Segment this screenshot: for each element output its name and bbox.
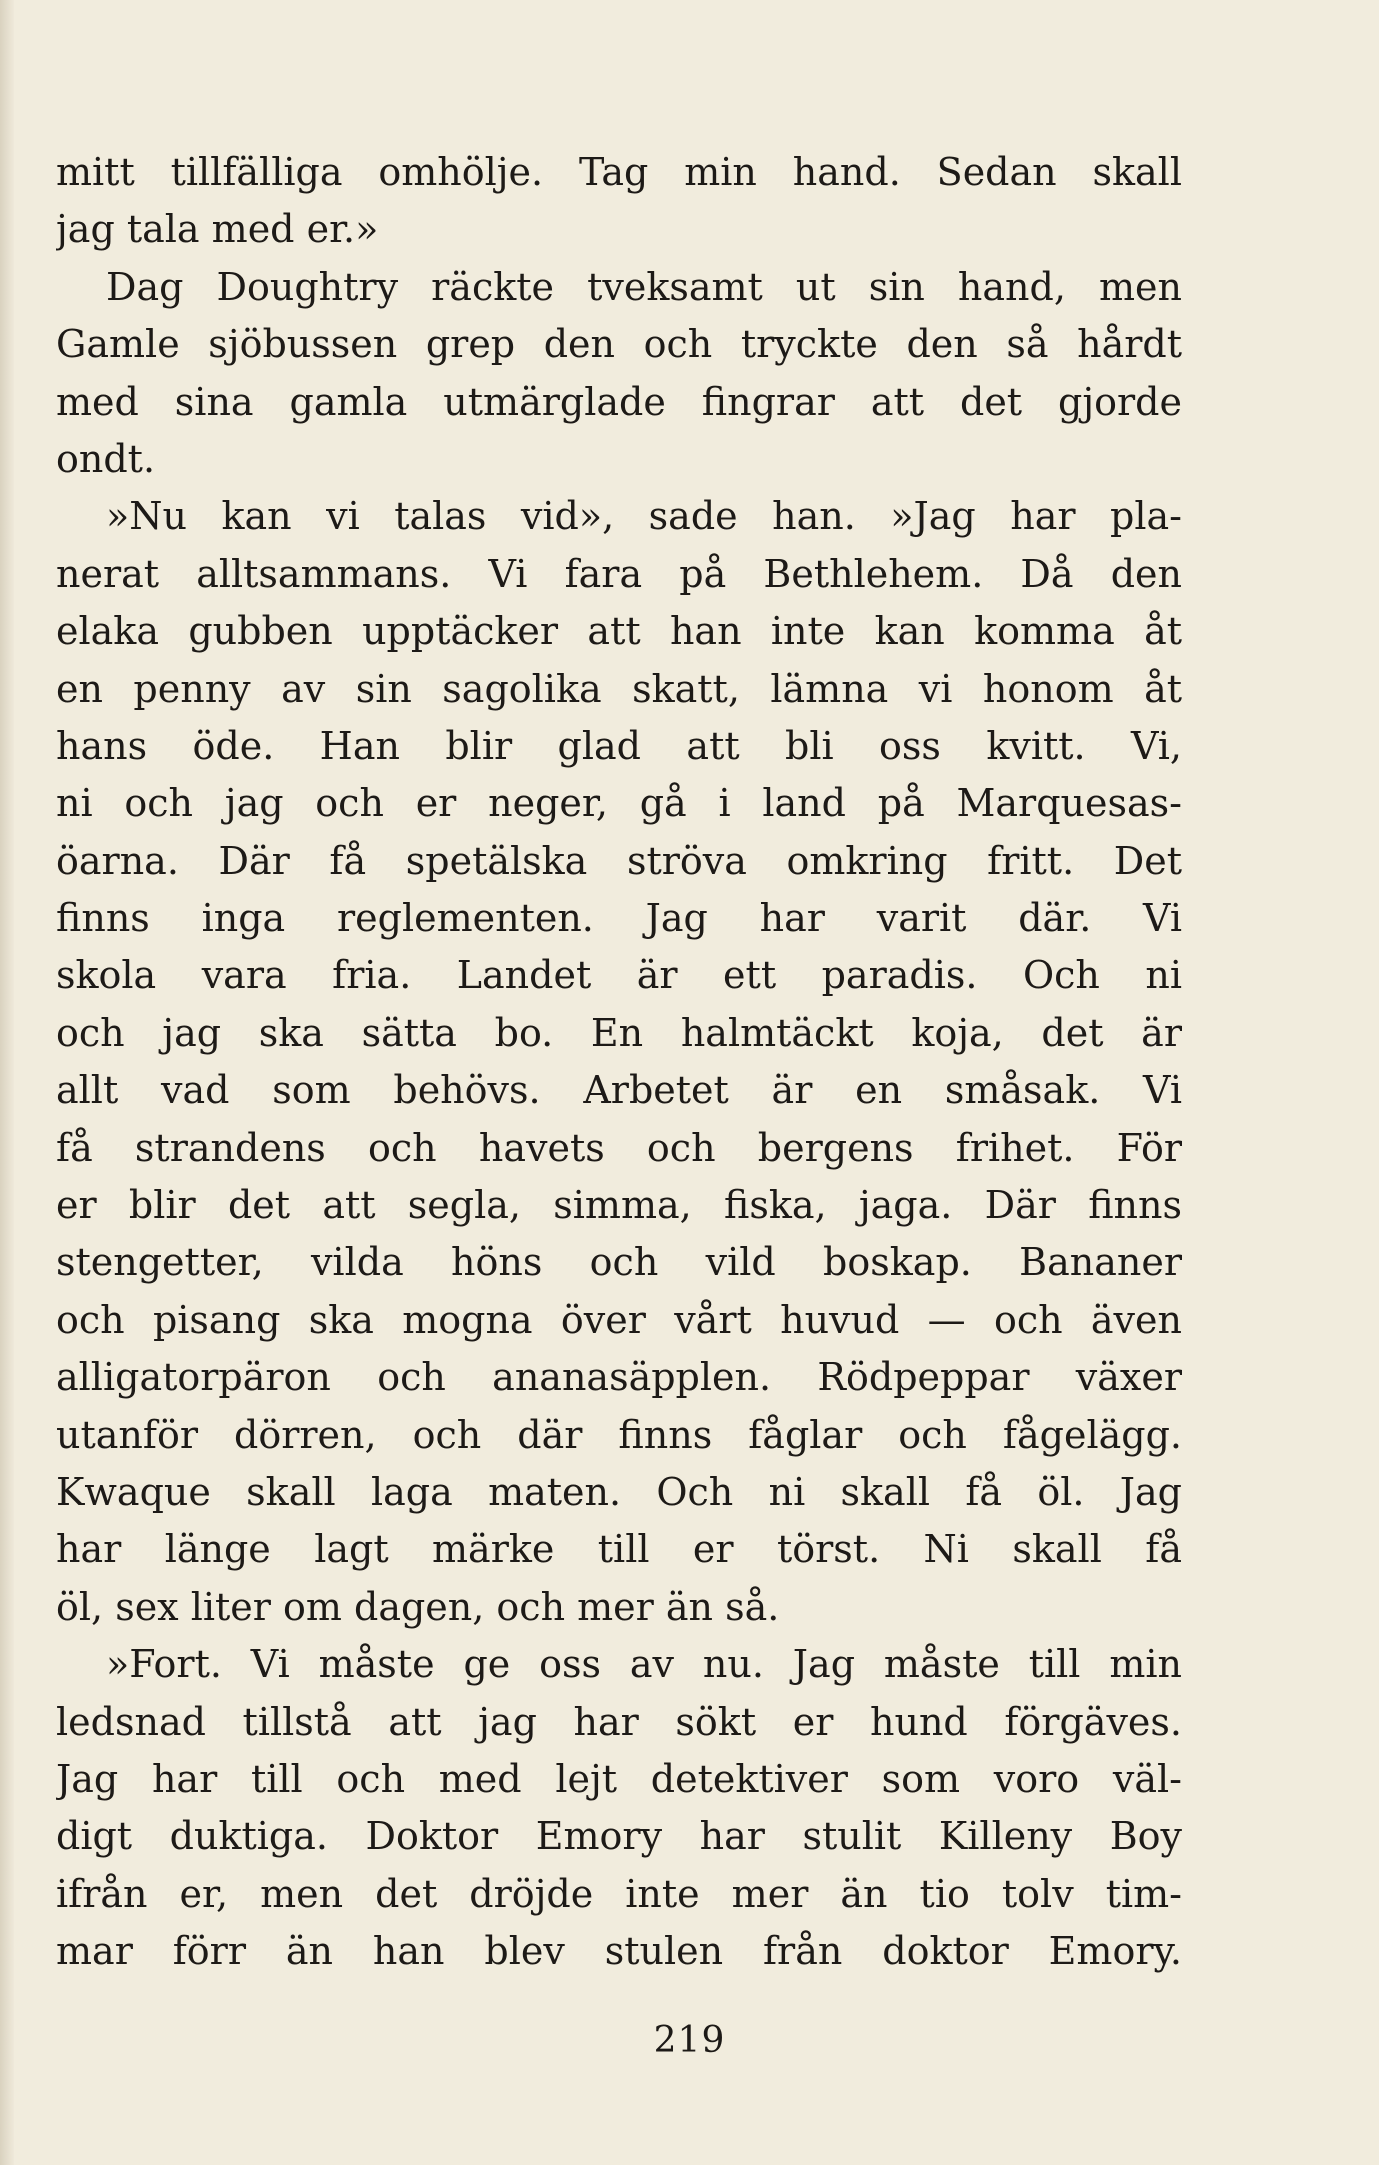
text-line: ni och jag och er neger, gå i land på Marquesas- [56,781,1182,826]
text-line: er blir det att segla, simma, fiska, jaga. Där finns [56,1183,1182,1228]
text-line: Dag Doughtry räckte tveksamt ut sin hand, men [106,264,1182,309]
text-line: Gamle sjöbussen grep den och tryckte den så hårdt [56,322,1182,367]
text-line: och jag ska sätta bo. En halmtäckt koja, det är [56,1010,1182,1055]
text-line: en penny av sin sagolika skatt, lämna vi honom åt [56,666,1182,711]
text-line: nerat alltsammans. Vi fara på Bethlehem. Då den [56,551,1182,596]
text-line: ifrån er, men det dröjde inte mer än tio tolv tim- [56,1871,1182,1916]
text-line: ledsnad tillstå att jag har sökt er hund förgäves. [56,1699,1182,1744]
text-line: Jag har till och med lejt detektiver som voro väl- [56,1756,1182,1801]
text-line: hans öde. Han blir glad att bli oss kvitt. Vi, [56,723,1182,768]
text-line: skola vara fria. Landet är ett paradis. Och ni [56,953,1182,998]
text-line: med sina gamla utmärglade fingrar att det gjorde [56,379,1182,424]
text-line: öarna. Där få spetälska ströva omkring fritt. Det [56,838,1182,883]
text-line: finns inga reglementen. Jag har varit där. Vi [56,896,1182,941]
body-text [56,144,1182,1981]
page-number: 219 [653,2020,726,2061]
text-line: Kwaque skall laga maten. Och ni skall få öl. Jag [56,1469,1182,1514]
text-line: mar förr än han blev stulen från doktor Emory. [56,1929,1182,1974]
text-line: allt vad som behövs. Arbetet är en småsak. Vi [56,1068,1182,1113]
text-line: få strandens och havets och bergens frihet. För [56,1125,1182,1170]
text-line: jag tala med er.» [56,207,379,252]
page-gutter-shadow [0,0,14,2165]
text-line: digt duktiga. Doktor Emory har stulit Killeny Boy [56,1814,1182,1859]
text-line: elaka gubben upptäcker att han inte kan komma åt [56,609,1182,654]
text-line: alligatorpäron och ananasäpplen. Rödpeppar växer [56,1355,1182,1400]
text-line: ondt. [56,436,156,481]
text-line: och pisang ska mogna över vårt huvud — och även [56,1297,1182,1342]
text-line: stengetter, vilda höns och vild boskap. Bananer [56,1240,1182,1285]
text-line: utanför dörren, och där finns fåglar och fågelägg. [56,1412,1182,1457]
text-line: »Fort. Vi måste ge oss av nu. Jag måste till min [106,1642,1182,1687]
text-line: »Nu kan vi talas vid», sade han. »Jag har pla- [106,494,1182,539]
text-line: har länge lagt märke till er törst. Ni skall få [56,1527,1182,1572]
text-line: öl, sex liter om dagen, och mer än så. [56,1584,780,1629]
text-line: mitt tillfälliga omhölje. Tag min hand. Sedan skall [56,150,1182,194]
